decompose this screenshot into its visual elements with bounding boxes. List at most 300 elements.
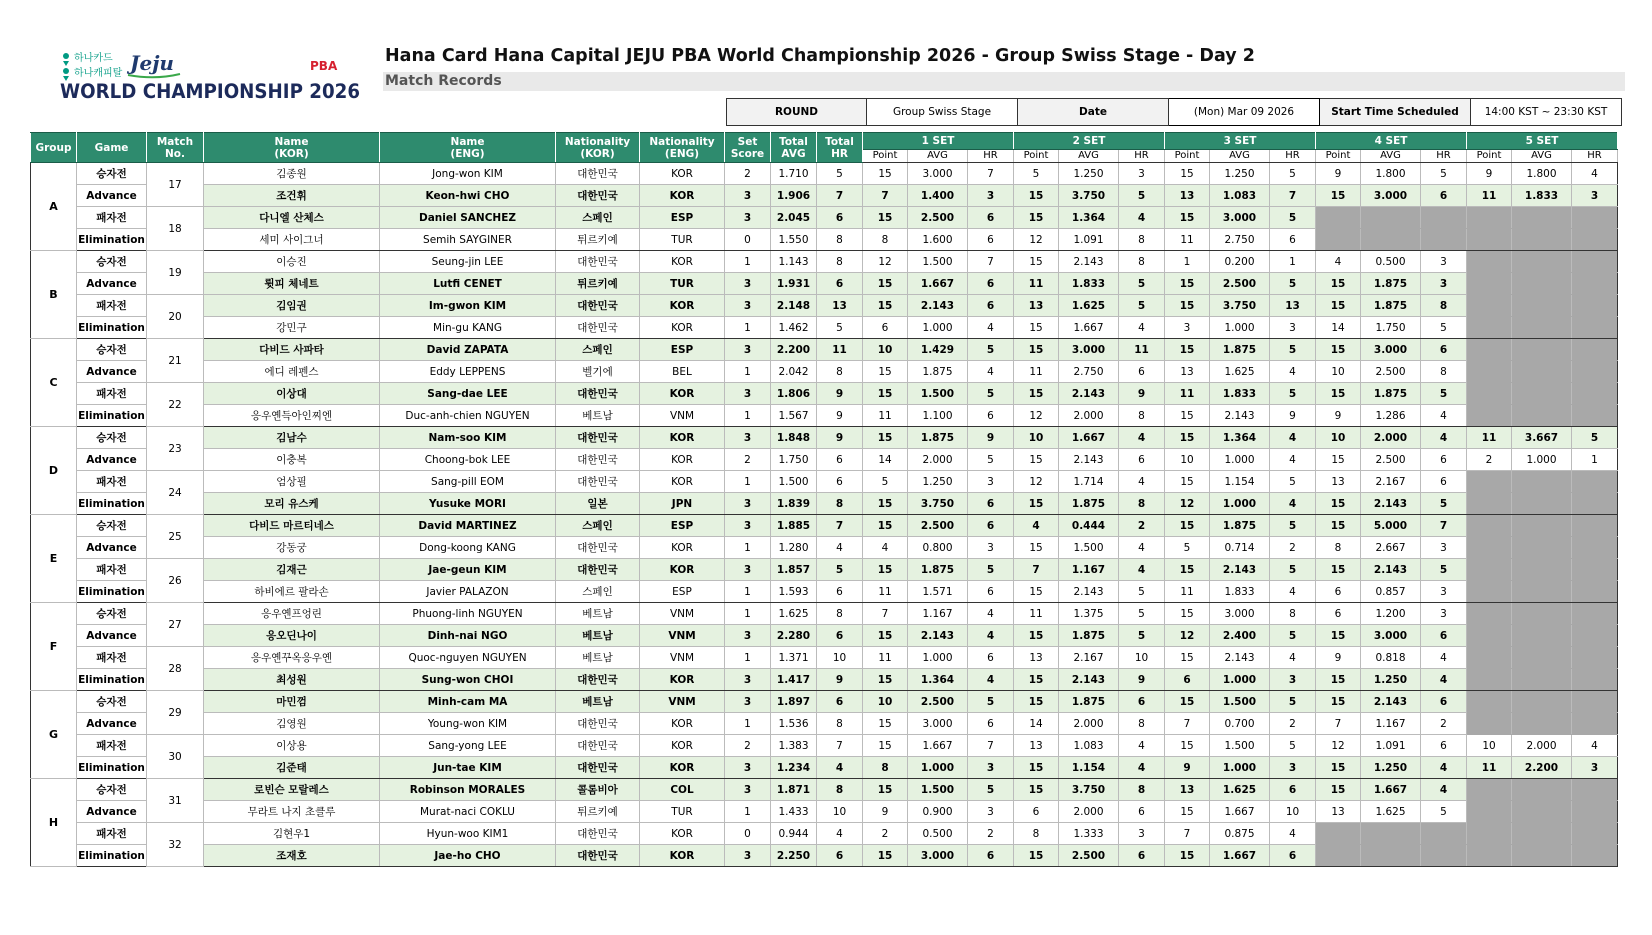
set-2-hr: 4	[1119, 735, 1165, 757]
set-5-point-empty	[1467, 515, 1512, 537]
game-label: Elimination	[77, 581, 147, 603]
player-name-kor: 조건휘	[204, 185, 380, 207]
player-row	[31, 361, 1618, 383]
championship-logo	[60, 50, 365, 106]
set-4-avg: 0.818	[1361, 647, 1421, 669]
set-1-avg: 1.250	[908, 471, 968, 493]
set-5-hr-empty	[1572, 801, 1618, 823]
set-1-point: 6	[863, 317, 908, 339]
set-3-avg: 2.400	[1210, 625, 1270, 647]
sub-col-avg-set-1: AVG	[908, 150, 968, 163]
total-avg: 1.500	[771, 471, 817, 493]
set-3-point: 7	[1165, 823, 1210, 845]
hana-leaf-icon	[63, 53, 69, 81]
total-hr: 8	[817, 493, 863, 515]
set-3-avg: 0.714	[1210, 537, 1270, 559]
player-name-eng: Robinson MORALES	[380, 779, 556, 801]
game-label: Elimination	[77, 405, 147, 427]
player-row	[31, 405, 1618, 427]
col-total-avg: Total AVG	[771, 133, 817, 163]
col-match-no: Match No.	[147, 133, 204, 163]
set-score: 2	[725, 163, 771, 185]
game-label: Elimination	[77, 317, 147, 339]
set-2-avg: 1.091	[1059, 229, 1119, 251]
player-name-eng: Semih SAYGINER	[380, 229, 556, 251]
set-score: 1	[725, 801, 771, 823]
set-3-hr: 5	[1270, 471, 1316, 493]
set-2-point: 15	[1014, 779, 1059, 801]
set-score: 3	[725, 515, 771, 537]
set-1-hr: 3	[968, 757, 1014, 779]
round-label: ROUND	[727, 99, 867, 126]
nationality-kor: 대한민국	[556, 669, 640, 691]
set-3-hr: 5	[1270, 515, 1316, 537]
total-avg: 1.536	[771, 713, 817, 735]
player-name-kor: 응우옌꾸옥응우옌	[204, 647, 380, 669]
set-2-avg: 2.143	[1059, 581, 1119, 603]
set-3-hr: 4	[1270, 427, 1316, 449]
set-5-hr: 4	[1572, 735, 1618, 757]
set-3-hr: 3	[1270, 669, 1316, 691]
set-2-hr: 4	[1119, 471, 1165, 493]
set-2-hr: 8	[1119, 713, 1165, 735]
nationality-kor: 스페인	[556, 339, 640, 361]
set-5-point: 11	[1467, 427, 1512, 449]
set-2-avg: 1.250	[1059, 163, 1119, 185]
nationality-eng: TUR	[640, 229, 725, 251]
set-4-point: 9	[1316, 647, 1361, 669]
total-hr: 4	[817, 757, 863, 779]
nationality-kor: 대한민국	[556, 383, 640, 405]
set-4-avg: 2.143	[1361, 493, 1421, 515]
set-3-hr: 4	[1270, 647, 1316, 669]
player-name-kor: 이승진	[204, 251, 380, 273]
set-score: 3	[725, 185, 771, 207]
set-2-point: 15	[1014, 317, 1059, 339]
game-label: Advance	[77, 185, 147, 207]
player-row	[31, 757, 1618, 779]
set-score: 3	[725, 625, 771, 647]
set-5-avg-empty	[1512, 713, 1572, 735]
set-3-hr: 5	[1270, 207, 1316, 229]
logo-hana-card: 하나카드	[74, 53, 113, 64]
set-4-avg: 3.000	[1361, 185, 1421, 207]
total-hr: 6	[817, 691, 863, 713]
set-3-avg: 0.200	[1210, 251, 1270, 273]
set-1-hr: 4	[968, 361, 1014, 383]
player-name-kor: 김영원	[204, 713, 380, 735]
set-3-hr: 5	[1270, 559, 1316, 581]
game-label: 패자전	[77, 383, 147, 405]
set-2-hr: 4	[1119, 427, 1165, 449]
game-label: Advance	[77, 273, 147, 295]
set-1-hr: 4	[968, 669, 1014, 691]
page-subtitle: Match Records	[383, 72, 1625, 91]
set-4-avg-empty	[1361, 229, 1421, 251]
set-score: 1	[725, 537, 771, 559]
set-5-point-empty	[1467, 801, 1512, 823]
player-row	[31, 691, 1618, 713]
nationality-eng: VNM	[640, 691, 725, 713]
set-2-point: 15	[1014, 383, 1059, 405]
player-name-kor: 응우옌프엉린	[204, 603, 380, 625]
match-number: 21	[147, 339, 204, 383]
set-2-avg: 2.500	[1059, 845, 1119, 867]
set-5-avg-empty	[1512, 691, 1572, 713]
total-hr: 10	[817, 647, 863, 669]
set-4-point: 10	[1316, 427, 1361, 449]
nationality-eng: KOR	[640, 537, 725, 559]
set-score: 1	[725, 581, 771, 603]
match-number: 31	[147, 779, 204, 823]
set-1-avg: 1.600	[908, 229, 968, 251]
player-row	[31, 581, 1618, 603]
set-2-point: 15	[1014, 625, 1059, 647]
set-1-avg: 1.000	[908, 317, 968, 339]
set-4-avg: 3.000	[1361, 625, 1421, 647]
game-label: 승자전	[77, 251, 147, 273]
match-number: 19	[147, 251, 204, 295]
set-4-hr: 5	[1421, 383, 1467, 405]
set-4-avg: 0.500	[1361, 251, 1421, 273]
total-hr: 8	[817, 713, 863, 735]
set-1-avg: 1.364	[908, 669, 968, 691]
set-4-avg-empty	[1361, 823, 1421, 845]
set-3-point: 12	[1165, 493, 1210, 515]
set-5-hr-empty	[1572, 273, 1618, 295]
set-4-avg: 1.091	[1361, 735, 1421, 757]
set-1-avg: 1.667	[908, 735, 968, 757]
set-3-point: 15	[1165, 735, 1210, 757]
nationality-eng: KOR	[640, 251, 725, 273]
set-5-point-empty	[1467, 669, 1512, 691]
total-hr: 7	[817, 515, 863, 537]
total-hr: 6	[817, 845, 863, 867]
set-5-avg-empty	[1512, 273, 1572, 295]
set-2-avg: 1.364	[1059, 207, 1119, 229]
sub-col-point-set-2: Point	[1014, 150, 1059, 163]
set-2-point: 15	[1014, 449, 1059, 471]
total-hr: 6	[817, 471, 863, 493]
set-1-avg: 1.500	[908, 383, 968, 405]
set-3-avg: 2.143	[1210, 559, 1270, 581]
set-4-hr: 4	[1421, 427, 1467, 449]
set-1-hr: 5	[968, 691, 1014, 713]
total-avg: 0.944	[771, 823, 817, 845]
player-name-kor: 에디 레펜스	[204, 361, 380, 383]
set-5-avg-empty	[1512, 845, 1572, 867]
total-avg: 1.806	[771, 383, 817, 405]
total-avg: 1.931	[771, 273, 817, 295]
set-3-point: 11	[1165, 383, 1210, 405]
total-hr: 5	[817, 317, 863, 339]
player-name-eng: Seung-jin LEE	[380, 251, 556, 273]
total-avg: 1.371	[771, 647, 817, 669]
set-1-point: 15	[863, 361, 908, 383]
set-4-point-empty	[1316, 845, 1361, 867]
game-label: 승자전	[77, 515, 147, 537]
set-4-point-empty	[1316, 823, 1361, 845]
col-set-4: 4 SET	[1316, 133, 1467, 150]
set-2-point: 15	[1014, 207, 1059, 229]
set-4-point: 15	[1316, 757, 1361, 779]
player-row	[31, 339, 1618, 361]
set-4-avg: 5.000	[1361, 515, 1421, 537]
set-1-avg: 0.500	[908, 823, 968, 845]
player-row	[31, 735, 1618, 757]
player-name-kor: 강동궁	[204, 537, 380, 559]
set-2-avg: 1.833	[1059, 273, 1119, 295]
set-1-avg: 1.875	[908, 559, 968, 581]
round-info-bar	[726, 98, 1622, 126]
player-row	[31, 383, 1618, 405]
col-group: Group	[31, 133, 77, 163]
total-avg: 1.280	[771, 537, 817, 559]
set-3-avg: 3.000	[1210, 603, 1270, 625]
total-avg: 1.417	[771, 669, 817, 691]
set-5-avg-empty	[1512, 405, 1572, 427]
set-5-point-empty	[1467, 559, 1512, 581]
set-5-point-empty	[1467, 273, 1512, 295]
game-label: 승자전	[77, 603, 147, 625]
set-4-avg: 1.200	[1361, 603, 1421, 625]
set-5-hr-empty	[1572, 779, 1618, 801]
set-3-point: 11	[1165, 581, 1210, 603]
nationality-eng: ESP	[640, 515, 725, 537]
set-3-avg: 0.700	[1210, 713, 1270, 735]
col-name-kor: Name (KOR)	[204, 133, 380, 163]
set-1-point: 15	[863, 493, 908, 515]
set-2-point: 15	[1014, 493, 1059, 515]
set-1-hr: 6	[968, 845, 1014, 867]
set-3-avg: 1.000	[1210, 317, 1270, 339]
nationality-kor: 베트남	[556, 647, 640, 669]
player-name-kor: 하비에르 팔라손	[204, 581, 380, 603]
col-name-eng: Name (ENG)	[380, 133, 556, 163]
nationality-kor: 대한민국	[556, 471, 640, 493]
set-5-hr-empty	[1572, 713, 1618, 735]
set-2-hr: 8	[1119, 493, 1165, 515]
set-4-hr: 3	[1421, 581, 1467, 603]
set-4-avg-empty	[1361, 845, 1421, 867]
set-5-point-empty	[1467, 471, 1512, 493]
nationality-eng: KOR	[640, 185, 725, 207]
total-hr: 11	[817, 339, 863, 361]
col-set-1: 1 SET	[863, 133, 1014, 150]
set-2-hr: 5	[1119, 295, 1165, 317]
game-label: 패자전	[77, 559, 147, 581]
set-1-hr: 3	[968, 185, 1014, 207]
total-hr: 6	[817, 581, 863, 603]
player-name-eng: Daniel SANCHEZ	[380, 207, 556, 229]
nationality-kor: 대한민국	[556, 823, 640, 845]
set-4-point-empty	[1316, 207, 1361, 229]
set-1-point: 15	[863, 845, 908, 867]
set-5-avg-empty	[1512, 559, 1572, 581]
total-avg: 1.750	[771, 449, 817, 471]
set-5-point-empty	[1467, 625, 1512, 647]
set-2-avg: 2.143	[1059, 251, 1119, 273]
start-time-value: 14:00 KST ~ 23:30 KST	[1471, 99, 1622, 126]
set-1-hr: 5	[968, 559, 1014, 581]
set-1-avg: 1.571	[908, 581, 968, 603]
set-1-hr: 6	[968, 713, 1014, 735]
set-4-hr-empty	[1421, 845, 1467, 867]
set-4-avg-empty	[1361, 207, 1421, 229]
set-4-point: 9	[1316, 163, 1361, 185]
set-5-avg-empty	[1512, 801, 1572, 823]
set-1-point: 4	[863, 537, 908, 559]
total-hr: 5	[817, 163, 863, 185]
total-avg: 2.148	[771, 295, 817, 317]
nationality-kor: 튀르키예	[556, 229, 640, 251]
set-3-point: 15	[1165, 273, 1210, 295]
set-4-hr: 6	[1421, 339, 1467, 361]
set-2-point: 6	[1014, 801, 1059, 823]
nationality-kor: 튀르키예	[556, 801, 640, 823]
set-score: 1	[725, 317, 771, 339]
player-name-eng: Nam-soo KIM	[380, 427, 556, 449]
set-2-hr: 6	[1119, 691, 1165, 713]
game-label: Advance	[77, 713, 147, 735]
set-5-point-empty	[1467, 779, 1512, 801]
set-4-point: 15	[1316, 339, 1361, 361]
set-2-hr: 8	[1119, 251, 1165, 273]
sub-col-hr-set-5: HR	[1572, 150, 1618, 163]
player-name-eng: Min-gu KANG	[380, 317, 556, 339]
set-5-hr-empty	[1572, 691, 1618, 713]
set-4-point: 15	[1316, 383, 1361, 405]
set-1-avg: 2.000	[908, 449, 968, 471]
set-5-hr-empty	[1572, 515, 1618, 537]
set-1-hr: 6	[968, 647, 1014, 669]
set-score: 3	[725, 559, 771, 581]
set-3-hr: 2	[1270, 713, 1316, 735]
set-score: 3	[725, 779, 771, 801]
nationality-eng: TUR	[640, 273, 725, 295]
set-3-point: 15	[1165, 295, 1210, 317]
set-5-hr-empty	[1572, 537, 1618, 559]
set-3-hr: 5	[1270, 625, 1316, 647]
set-2-hr: 3	[1119, 163, 1165, 185]
set-5-avg-empty	[1512, 537, 1572, 559]
match-number: 18	[147, 207, 204, 251]
set-2-hr: 6	[1119, 449, 1165, 471]
nationality-eng: JPN	[640, 493, 725, 515]
set-3-hr: 5	[1270, 273, 1316, 295]
set-2-point: 15	[1014, 339, 1059, 361]
total-avg: 1.710	[771, 163, 817, 185]
nationality-eng: VNM	[640, 603, 725, 625]
player-name-eng: Im-gwon KIM	[380, 295, 556, 317]
set-1-point: 8	[863, 757, 908, 779]
set-1-hr: 3	[968, 471, 1014, 493]
set-1-point: 15	[863, 625, 908, 647]
set-5-point-empty	[1467, 317, 1512, 339]
player-name-kor: 이상대	[204, 383, 380, 405]
set-3-avg: 1.625	[1210, 361, 1270, 383]
player-row	[31, 185, 1618, 207]
set-4-hr: 3	[1421, 251, 1467, 273]
player-name-kor: 세미 사이그너	[204, 229, 380, 251]
group-label: H	[31, 779, 77, 867]
game-label: 패자전	[77, 295, 147, 317]
set-5-point-empty	[1467, 339, 1512, 361]
set-4-point: 15	[1316, 691, 1361, 713]
set-1-avg: 1.167	[908, 603, 968, 625]
total-hr: 5	[817, 559, 863, 581]
set-4-hr: 5	[1421, 801, 1467, 823]
set-4-point: 14	[1316, 317, 1361, 339]
set-2-hr: 10	[1119, 647, 1165, 669]
sub-col-hr-set-2: HR	[1119, 150, 1165, 163]
set-4-point: 10	[1316, 361, 1361, 383]
set-5-avg-empty	[1512, 383, 1572, 405]
set-4-hr: 4	[1421, 669, 1467, 691]
set-2-hr: 4	[1119, 317, 1165, 339]
set-1-avg: 1.875	[908, 361, 968, 383]
set-5-avg: 2.200	[1512, 757, 1572, 779]
set-4-avg: 1.750	[1361, 317, 1421, 339]
total-avg: 2.280	[771, 625, 817, 647]
player-name-eng: Dong-koong KANG	[380, 537, 556, 559]
player-name-kor: 무라트 나지 초클루	[204, 801, 380, 823]
set-5-hr: 3	[1572, 185, 1618, 207]
nationality-eng: KOR	[640, 427, 725, 449]
set-score: 1	[725, 361, 771, 383]
nationality-eng: ESP	[640, 581, 725, 603]
logo-pba: PBA	[310, 59, 338, 73]
set-1-point: 7	[863, 185, 908, 207]
set-5-point: 10	[1467, 735, 1512, 757]
sub-col-point-set-1: Point	[863, 150, 908, 163]
set-1-point: 15	[863, 735, 908, 757]
set-5-hr: 5	[1572, 427, 1618, 449]
set-2-point: 15	[1014, 669, 1059, 691]
player-name-eng: Choong-bok LEE	[380, 449, 556, 471]
set-3-point: 15	[1165, 691, 1210, 713]
set-4-hr: 6	[1421, 449, 1467, 471]
set-4-avg: 2.500	[1361, 449, 1421, 471]
set-3-avg: 1.833	[1210, 581, 1270, 603]
nationality-kor: 튀르키예	[556, 273, 640, 295]
player-name-kor: 륏피 체네트	[204, 273, 380, 295]
set-3-point: 9	[1165, 757, 1210, 779]
total-avg: 1.462	[771, 317, 817, 339]
player-name-eng: Quoc-nguyen NGUYEN	[380, 647, 556, 669]
set-score: 0	[725, 229, 771, 251]
nationality-kor: 대한민국	[556, 251, 640, 273]
set-1-hr: 6	[968, 405, 1014, 427]
set-1-avg: 1.400	[908, 185, 968, 207]
player-name-kor: 김현우1	[204, 823, 380, 845]
nationality-eng: KOR	[640, 449, 725, 471]
set-4-point: 13	[1316, 801, 1361, 823]
set-4-hr: 3	[1421, 537, 1467, 559]
set-2-avg: 1.667	[1059, 427, 1119, 449]
set-4-point: 15	[1316, 625, 1361, 647]
player-row	[31, 647, 1618, 669]
set-4-avg: 1.667	[1361, 779, 1421, 801]
set-1-hr: 6	[968, 295, 1014, 317]
total-avg: 1.885	[771, 515, 817, 537]
set-2-avg: 1.500	[1059, 537, 1119, 559]
logo-jeju: Jeju	[130, 51, 174, 75]
match-number: 26	[147, 559, 204, 603]
set-2-hr: 5	[1119, 581, 1165, 603]
player-name-kor: 김종원	[204, 163, 380, 185]
logo-world-championship: WORLD CHAMPIONSHIP 2026	[60, 80, 360, 103]
